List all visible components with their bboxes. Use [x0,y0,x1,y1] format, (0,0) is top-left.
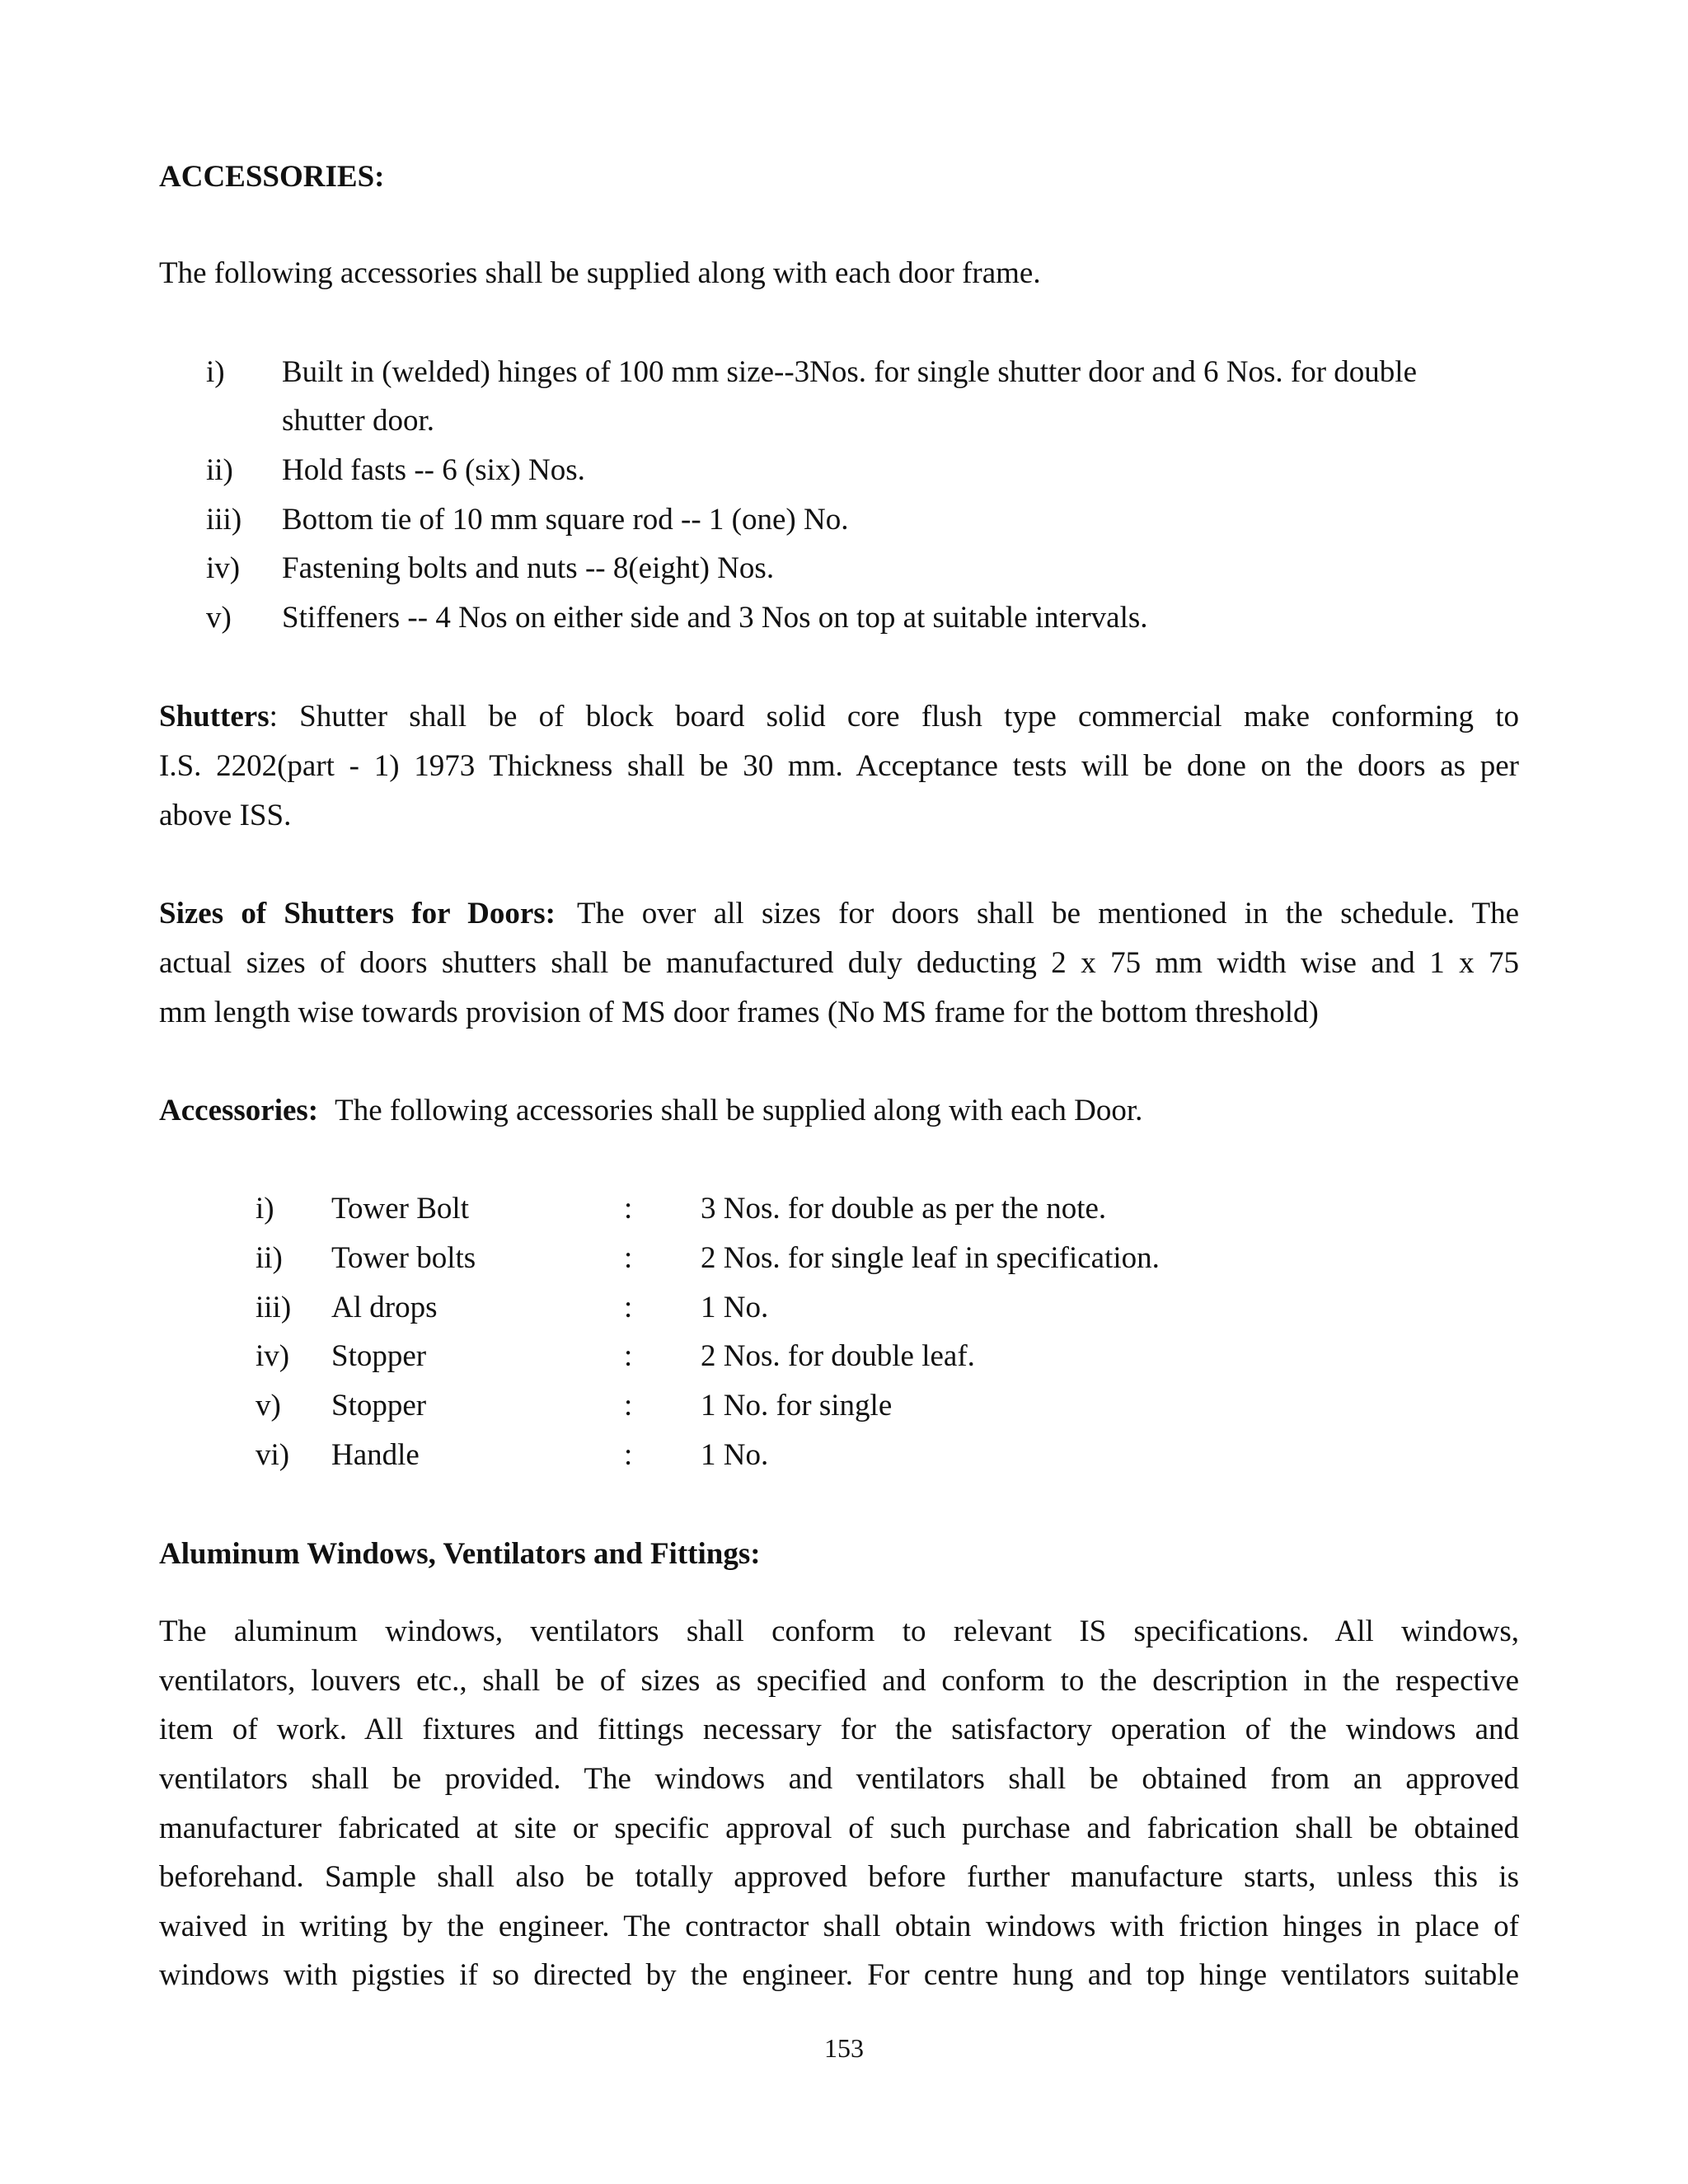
door-item-separator: : [624,1241,633,1275]
door-item-separator: : [624,1339,633,1373]
door-item-separator: : [624,1291,633,1324]
door-item-name: Al drops [331,1291,438,1324]
door-item-separator: : [624,1438,633,1472]
door-item-separator: : [624,1389,633,1422]
frame-item-number: iii) [206,503,242,537]
door-item-value: 3 Nos. for double as per the note. [701,1192,1107,1226]
door-item-number: ii) [256,1241,283,1275]
frame-item-number: iv) [206,551,241,585]
frame-item-text: shutter door. [282,404,434,438]
door-item-value: 2 Nos. for double leaf. [701,1339,975,1373]
frame-item-text: Hold fasts -- 6 (six) Nos. [282,453,585,487]
door-item-number: vi) [256,1438,290,1472]
sizes-paragraph-line: mm length wise towards provision of MS door frames (No MS frame for the bottom threshold) [159,996,1319,1029]
aluminum-paragraph-line: The aluminum windows, ventilators shall conform to relevant IS specifications. All windows, [159,1615,1519,1648]
heading-accessories: ACCESSORIES: [159,160,385,194]
intro-frame-text: The following accessories shall be supplied along with each door frame. [159,256,1041,290]
frame-item-number: v) [206,601,232,635]
aluminum-paragraph-line: waived in writing by the engineer. The contractor shall obtain windows with friction hinges in place of [159,1910,1519,1943]
door-item-name: Stopper [331,1339,427,1373]
door-item-separator: : [624,1192,633,1226]
door-item-number: i) [256,1192,274,1226]
shutters-paragraph-line [159,692,1519,742]
shutters-text: : Shutter shall be of block board solid core flush type commercial make conforming to [269,700,1519,733]
aluminum-paragraph-line: beforehand. Sample shall also be totally approved before further manufacture starts, unless this is [159,1860,1519,1894]
aluminum-paragraph-line: manufacturer fabricated at site or specific approval of such purchase and fabrication shall be obtained [159,1811,1519,1845]
accessories-door-line [159,1086,1519,1136]
door-item-name: Tower bolts [331,1241,476,1275]
shutters-label: Shutters [159,700,270,733]
frame-item-text: Built in (welded) hinges of 100 mm size--3Nos. for single shutter door and 6 Nos. for double [282,355,1417,389]
frame-item-number: ii) [206,453,233,487]
aluminum-paragraph-line: windows with pigsties if so directed by the engineer. For centre hung and top hinge ventilators suitable [159,1958,1519,1992]
door-item-name: Handle [331,1438,420,1472]
accessories-door-text: The following accessories shall be supplied along with each Door. [335,1094,1143,1127]
frame-item-text: Bottom tie of 10 mm square rod -- 1 (one) No. [282,503,849,537]
door-item-value: 2 Nos. for single leaf in specification. [701,1241,1160,1275]
sizes-label: Sizes of Shutters for Doors: [159,897,556,930]
page-number: 153 [824,2033,864,2063]
door-item-value: 1 No. [701,1291,769,1324]
sizes-text: The over all sizes for doors shall be mentioned in the schedule. The [576,897,1519,930]
frame-item-text: Fastening bolts and nuts -- 8(eight) Nos. [282,551,775,585]
frame-item-number: i) [206,355,225,389]
accessories-door-label: Accessories: [159,1094,319,1127]
heading-aluminum: Aluminum Windows, Ventilators and Fittings: [159,1537,761,1571]
door-item-number: v) [256,1389,281,1422]
sizes-paragraph-line: actual sizes of doors shutters shall be manufactured duly deducting 2 x 75 mm width wise and 1 x 75 [159,946,1519,980]
aluminum-paragraph-line: item of work. All fixtures and fittings necessary for the satisfactory operation of the windows and [159,1713,1519,1746]
aluminum-paragraph-line: ventilators shall be provided. The windows and ventilators shall be obtained from an approved [159,1762,1519,1796]
aluminum-paragraph-line: ventilators, louvers etc., shall be of sizes as specified and conform to the description in the respective [159,1664,1519,1698]
shutters-paragraph-line: above ISS. [159,799,292,832]
frame-item-text: Stiffeners -- 4 Nos on either side and 3 Nos on top at suitable intervals. [282,601,1148,635]
door-item-name: Stopper [331,1389,427,1422]
door-item-number: iv) [256,1339,290,1373]
door-item-number: iii) [256,1291,292,1324]
sizes-paragraph-line [159,889,1519,939]
door-item-name: Tower Bolt [331,1192,469,1226]
shutters-paragraph-line: I.S. 2202(part - 1) 1973 Thickness shall be 30 mm. Acceptance tests will be done on the doors as per [159,749,1519,783]
door-item-value: 1 No. for single [701,1389,893,1422]
door-item-value: 1 No. [701,1438,769,1472]
